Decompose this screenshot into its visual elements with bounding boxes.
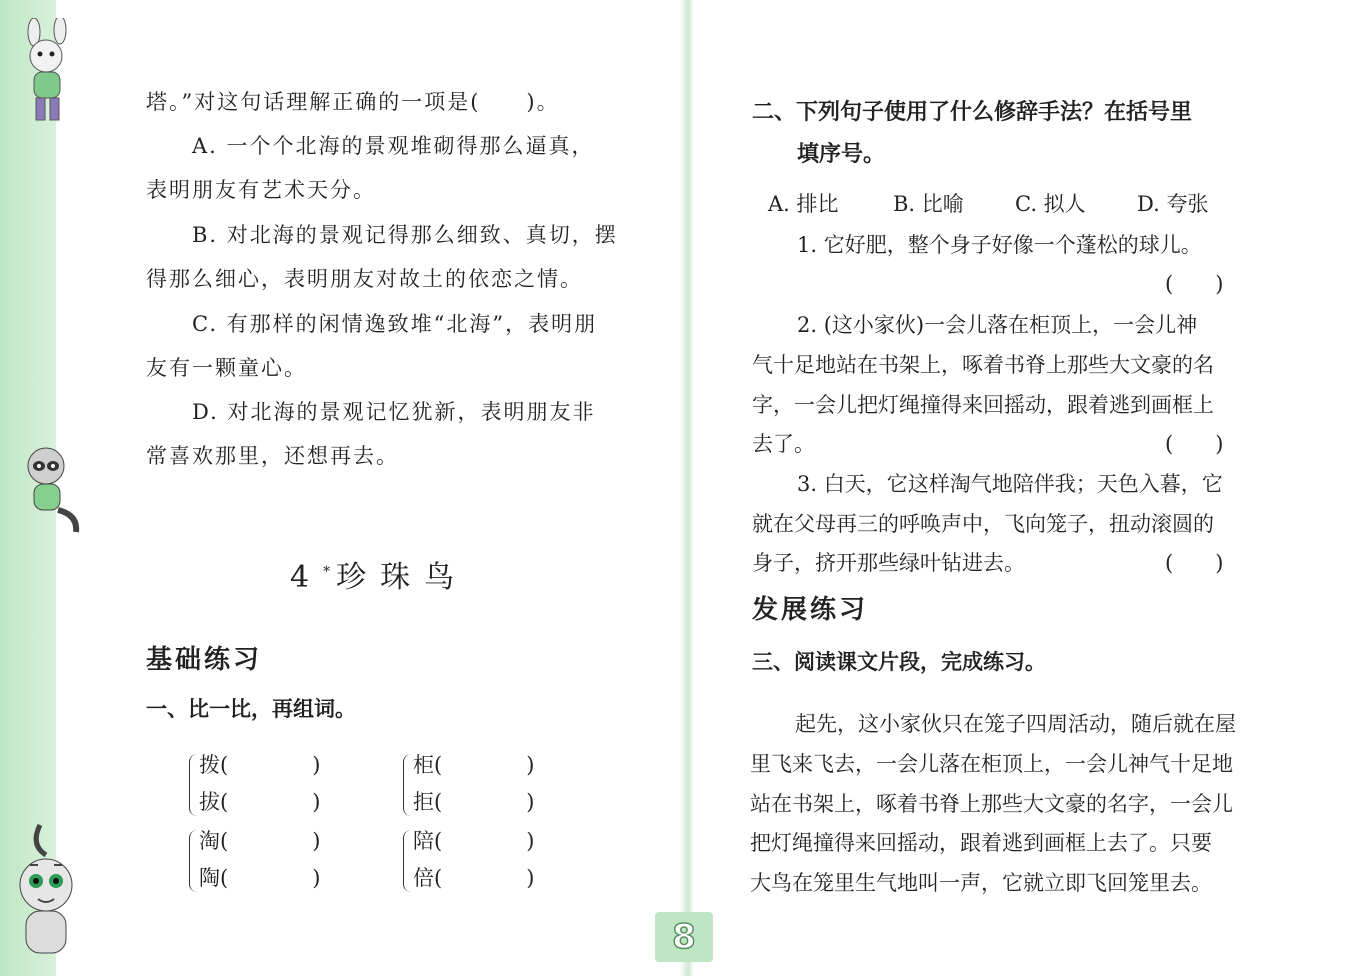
compare-word: 淘( )	[199, 829, 321, 853]
lesson-title	[290, 560, 469, 595]
option-b-line: 得那么细心，表明朋友对故土的依恋之情。	[146, 267, 583, 291]
lesson-mark: *	[323, 564, 331, 580]
question-1-heading: 一、比一比，再组词。	[146, 697, 356, 721]
answer-blank: ( )	[1165, 272, 1224, 296]
answer-blank: ( )	[1165, 432, 1224, 456]
lesson-name: 珍珠鸟	[336, 560, 469, 595]
compare-word: 拔( )	[199, 790, 321, 814]
option-label: C. 拟人	[1015, 192, 1086, 216]
compare-word: 拨( )	[199, 753, 321, 777]
passage-line: 站在书架上，啄着书脊上那些大文豪的名字，一会儿	[750, 792, 1233, 816]
option-a-line: A. 一个个北海的景观堆砌得那么逼真，	[192, 134, 595, 158]
compare-word: 陪( )	[413, 829, 535, 853]
section-heading-basic: 基础练习	[146, 645, 263, 675]
answer-blank: ( )	[1165, 551, 1224, 575]
option-label: B. 比喻	[893, 192, 964, 216]
option-c-line: 友有一颗童心。	[146, 356, 307, 380]
sentence-2-line: 去了。	[752, 432, 815, 456]
sentence-2-line: 气十足地站在书架上，啄着书脊上那些大文豪的名	[752, 353, 1214, 377]
option-d-line: 常喜欢那里，还想再去。	[146, 444, 399, 468]
question-2-heading: 二、下列句子使用了什么修辞手法？在括号里	[752, 100, 1193, 125]
sentence-1: 1. 它好肥，整个身子好像一个蓬松的球儿。	[797, 233, 1202, 257]
sentence-3-line: 3. 白天，它这样淘气地陪伴我；天色入暮，它	[797, 472, 1223, 496]
option-d-line: D. 对北海的景观记忆犹新，表明朋友非	[192, 400, 596, 424]
sentence-3-line: 身子，挤开那些绿叶钻进去。	[752, 551, 1025, 575]
option-a-line: 表明朋友有艺术天分。	[146, 178, 376, 202]
question-text-line: 塔。”对这句话理解正确的一项是( )。	[146, 90, 560, 114]
section-heading-develop: 发展练习	[752, 595, 869, 625]
question-3-heading: 三、阅读课文片段，完成练习。	[752, 650, 1046, 674]
sentence-3-line: 就在父母再三的呼唤声中，飞向笼子，扭动滚圆的	[752, 512, 1214, 536]
compare-word: 柜( )	[413, 753, 535, 777]
passage-line: 大鸟在笼里生气地叫一声，它就立即飞回笼里去。	[750, 871, 1212, 895]
brace-icon	[403, 754, 412, 816]
brace-icon	[189, 754, 198, 816]
question-2-heading: 填序号。	[797, 142, 886, 167]
passage-line: 把灯绳撞得来回摇动，跟着逃到画框上去了。只要	[750, 831, 1212, 855]
compare-word: 倍( )	[413, 866, 535, 890]
sentence-2-line: 字，一会儿把灯绳撞得来回摇动，跟着逃到画框上	[752, 393, 1214, 417]
option-b-line: B. 对北海的景观记得那么细致、真切，摆	[192, 223, 618, 247]
compare-word: 拒( )	[413, 790, 535, 814]
brace-icon	[403, 830, 412, 892]
option-label: D. 夸张	[1137, 192, 1209, 216]
option-c-line: C. 有那样的闲情逸致堆“北海”，表明朋	[192, 312, 598, 336]
raccoon-cartoon-icon	[12, 440, 82, 535]
page-gutter	[680, 0, 694, 976]
option-label: A. 排比	[768, 192, 839, 216]
compare-word: 陶( )	[199, 866, 321, 890]
tiger-cartoon-icon	[10, 815, 82, 965]
rabbit-cartoon-icon	[10, 18, 82, 133]
page-number-box	[655, 912, 713, 962]
passage-line: 里飞来飞去，一会儿落在柜顶上，一会儿神气十足地	[750, 752, 1233, 776]
brace-icon	[189, 830, 198, 892]
sentence-2-line: 2. (这小家伙)一会儿落在柜顶上，一会儿神	[797, 313, 1198, 337]
page-number: 8	[672, 917, 696, 957]
lesson-number: 4	[290, 560, 324, 595]
passage-line: 起先，这小家伙只在笼子四周活动，随后就在屋	[795, 712, 1236, 736]
